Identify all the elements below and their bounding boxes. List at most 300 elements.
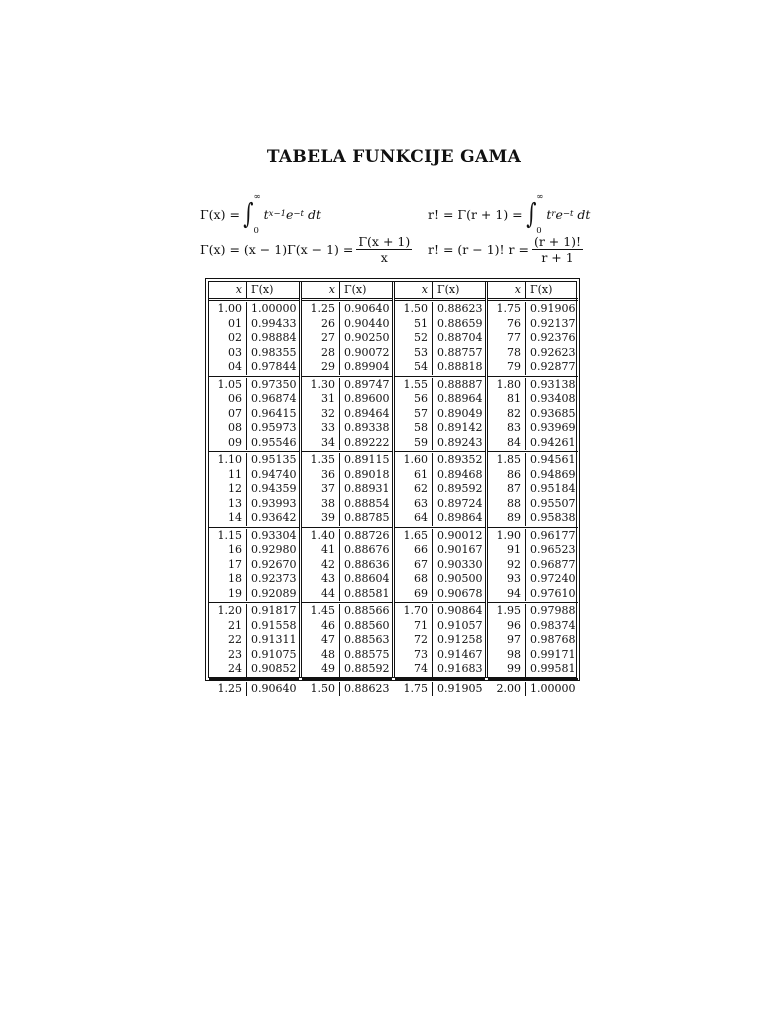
cell-gamma: 0.92623 xyxy=(530,345,576,359)
cell-gamma: 0.94261 xyxy=(530,435,576,449)
cell-x: 44 xyxy=(302,587,340,602)
cell-gamma: 0.89222 xyxy=(344,435,390,449)
cell-x: 78 xyxy=(488,346,526,361)
cell-gamma: 0.92980 xyxy=(251,543,297,556)
cell-gamma: 0.88560 xyxy=(344,618,390,632)
cell-x: 71 xyxy=(395,619,433,634)
cell-x: 22 xyxy=(209,633,247,648)
cell-gamma: 0.97350 xyxy=(251,377,297,391)
cell-gamma: 0.89864 xyxy=(437,511,483,524)
cell-gamma: 0.91558 xyxy=(251,618,297,632)
table-row xyxy=(302,468,392,483)
cell-x: 76 xyxy=(488,317,526,332)
cell-gamma: 0.96523 xyxy=(530,543,576,556)
table-row xyxy=(395,436,485,451)
cell-gamma: 0.96877 xyxy=(530,557,576,571)
cell-x: 42 xyxy=(302,558,340,573)
cell-gamma: 0.97240 xyxy=(530,572,576,585)
table-panel xyxy=(299,282,392,695)
gamma-integral-formula xyxy=(200,192,321,236)
cell-x: 09 xyxy=(209,436,247,451)
table-row xyxy=(395,497,485,512)
formula-base: t xyxy=(263,206,269,222)
cell-x: 1.90 xyxy=(488,529,526,544)
table-row xyxy=(209,436,299,451)
cell-x: 1.55 xyxy=(395,378,433,393)
cell-gamma: 0.94359 xyxy=(251,482,297,495)
cell-gamma: 0.96874 xyxy=(251,392,297,405)
table-row xyxy=(302,302,392,317)
cell-x: 79 xyxy=(488,360,526,375)
fraction-denominator: x xyxy=(380,250,388,265)
row-group xyxy=(209,377,299,453)
table-row xyxy=(209,682,299,697)
cell-gamma: 0.88659 xyxy=(437,316,483,330)
cell-x: 56 xyxy=(395,392,433,407)
cell-gamma: 0.95973 xyxy=(251,421,297,434)
cell-x: 1.10 xyxy=(209,453,247,468)
cell-gamma: 0.91258 xyxy=(437,633,483,646)
table-row xyxy=(488,407,578,422)
table-row xyxy=(395,604,485,619)
formula-exponent: x−1 xyxy=(268,209,286,219)
table-row xyxy=(395,378,485,393)
formula-exponent: r xyxy=(551,209,556,219)
cell-x: 1.45 xyxy=(302,604,340,619)
cell-x: 1.15 xyxy=(209,529,247,544)
table-row xyxy=(488,682,578,697)
table-row xyxy=(302,543,392,558)
cell-x: 1.85 xyxy=(488,453,526,468)
cell-gamma: 0.88563 xyxy=(344,633,390,646)
upper-limit: ∞ xyxy=(536,192,544,202)
header-gamma: Γ(x) xyxy=(530,283,553,296)
cell-x: 1.40 xyxy=(302,529,340,544)
table-row xyxy=(395,543,485,558)
cell-gamma: 0.89468 xyxy=(437,467,483,481)
table-row xyxy=(488,543,578,558)
row-group xyxy=(302,301,392,377)
cell-x: 1.25 xyxy=(209,682,247,697)
cell-x: 86 xyxy=(488,468,526,483)
table-row xyxy=(209,648,299,663)
gamma-recurrence-formula xyxy=(200,235,415,264)
table-row xyxy=(302,604,392,619)
table-row xyxy=(395,482,485,497)
cell-gamma: 0.95838 xyxy=(530,511,576,524)
cell-x: 24 xyxy=(209,662,247,677)
cell-gamma: 0.88676 xyxy=(344,543,390,556)
row-group xyxy=(302,528,392,604)
table-panel xyxy=(209,282,299,695)
cell-x: 72 xyxy=(395,633,433,648)
cell-gamma: 0.90500 xyxy=(437,572,483,585)
table-row xyxy=(395,619,485,634)
cell-x: 21 xyxy=(209,619,247,634)
row-group xyxy=(209,528,299,604)
table-row xyxy=(488,511,578,526)
formula-dt: dt xyxy=(307,206,321,222)
cell-gamma: 0.88623 xyxy=(344,681,390,695)
cell-gamma: 0.91905 xyxy=(437,681,483,695)
cell-gamma: 0.92877 xyxy=(530,360,576,373)
row-group xyxy=(395,452,485,528)
cell-gamma: 0.98768 xyxy=(530,633,576,646)
cell-x: 1.50 xyxy=(302,682,340,697)
table-row xyxy=(488,436,578,451)
cell-x: 91 xyxy=(488,543,526,558)
table-row xyxy=(209,317,299,332)
row-group-final xyxy=(488,679,578,698)
table-row xyxy=(302,633,392,648)
cell-x: 82 xyxy=(488,407,526,422)
cell-x: 84 xyxy=(488,436,526,451)
cell-x: 13 xyxy=(209,497,247,512)
cell-gamma: 0.97844 xyxy=(251,360,297,373)
table-row xyxy=(488,619,578,634)
cell-x: 07 xyxy=(209,407,247,422)
header-gamma: Γ(x) xyxy=(344,283,367,296)
cell-x: 1.80 xyxy=(488,378,526,393)
cell-x: 26 xyxy=(302,317,340,332)
cell-gamma: 0.89592 xyxy=(437,482,483,495)
row-group xyxy=(488,301,578,377)
cell-x: 51 xyxy=(395,317,433,332)
cell-x: 1.70 xyxy=(395,604,433,619)
cell-gamma: 1.00000 xyxy=(251,302,297,315)
cell-x: 66 xyxy=(395,543,433,558)
cell-gamma: 0.91075 xyxy=(251,647,297,661)
cell-x: 1.00 xyxy=(209,302,247,317)
cell-gamma: 0.90864 xyxy=(437,604,483,617)
cell-gamma: 0.99581 xyxy=(530,662,576,675)
cell-gamma: 0.90440 xyxy=(344,316,390,330)
table-row xyxy=(302,558,392,573)
cell-gamma: 0.99433 xyxy=(251,316,297,330)
cell-gamma: 0.89352 xyxy=(437,453,483,466)
table-row xyxy=(302,648,392,663)
cell-gamma: 0.88566 xyxy=(344,604,390,617)
table-row xyxy=(302,317,392,332)
header-x: x xyxy=(302,282,340,298)
table-row xyxy=(209,453,299,468)
cell-gamma: 0.94869 xyxy=(530,467,576,481)
cell-gamma: 0.92089 xyxy=(251,586,297,600)
table-row xyxy=(302,331,392,346)
cell-x: 81 xyxy=(488,392,526,407)
table-header xyxy=(302,282,392,301)
cell-x: 61 xyxy=(395,468,433,483)
cell-gamma: 0.89904 xyxy=(344,360,390,373)
table-row xyxy=(488,453,578,468)
row-group xyxy=(488,603,578,679)
table-row xyxy=(302,453,392,468)
cell-gamma: 0.91817 xyxy=(251,604,297,617)
cell-x: 08 xyxy=(209,421,247,436)
cell-x: 1.60 xyxy=(395,453,433,468)
cell-gamma: 0.90012 xyxy=(437,528,483,542)
cell-gamma: 0.88581 xyxy=(344,586,390,600)
cell-gamma: 0.91467 xyxy=(437,647,483,661)
cell-gamma: 0.90640 xyxy=(344,302,390,315)
cell-gamma: 0.97988 xyxy=(530,604,576,617)
cell-gamma: 0.90250 xyxy=(344,331,390,344)
cell-x: 02 xyxy=(209,331,247,346)
table-row xyxy=(302,662,392,677)
table-row xyxy=(488,633,578,648)
gamma-table-body xyxy=(208,281,577,695)
cell-x: 14 xyxy=(209,511,247,526)
cell-x: 46 xyxy=(302,619,340,634)
table-row xyxy=(488,529,578,544)
cell-x: 98 xyxy=(488,648,526,663)
upper-limit: ∞ xyxy=(253,192,261,202)
table-row xyxy=(302,572,392,587)
fraction-denominator: r + 1 xyxy=(541,250,574,265)
cell-x: 87 xyxy=(488,482,526,497)
cell-x: 2.00 xyxy=(488,682,526,697)
fraction xyxy=(356,235,412,264)
integral-limits xyxy=(253,192,261,236)
cell-gamma: 0.97610 xyxy=(530,586,576,600)
cell-x: 47 xyxy=(302,633,340,648)
table-row xyxy=(395,633,485,648)
formula-tail-exponent: −t xyxy=(562,209,574,219)
integral-sign: ∫ xyxy=(525,197,537,230)
cell-gamma: 0.95184 xyxy=(530,482,576,495)
row-group xyxy=(302,603,392,679)
cell-gamma: 0.93642 xyxy=(251,511,297,524)
row-group xyxy=(395,528,485,604)
cell-gamma: 0.91906 xyxy=(530,302,576,315)
table-row xyxy=(209,633,299,648)
row-group xyxy=(302,377,392,453)
cell-x: 1.75 xyxy=(488,302,526,317)
cell-gamma: 0.88704 xyxy=(437,331,483,344)
cell-x: 01 xyxy=(209,317,247,332)
table-panel xyxy=(485,282,578,695)
cell-x: 39 xyxy=(302,511,340,526)
table-row xyxy=(488,317,578,332)
cell-x: 64 xyxy=(395,511,433,526)
cell-gamma: 0.88785 xyxy=(344,511,390,524)
cell-gamma: 0.95546 xyxy=(251,435,297,449)
row-group xyxy=(488,528,578,604)
table-panel xyxy=(392,282,485,695)
table-row xyxy=(395,587,485,602)
formula-tail: e xyxy=(555,206,563,222)
cell-x: 1.75 xyxy=(395,682,433,697)
formula-dt: dt xyxy=(577,206,591,222)
formula-lhs: Γ(x) = (x − 1)Γ(x − 1) = xyxy=(200,242,354,257)
cell-x: 28 xyxy=(302,346,340,361)
cell-x: 62 xyxy=(395,482,433,497)
cell-x: 49 xyxy=(302,662,340,677)
cell-gamma: 0.91057 xyxy=(437,618,483,632)
cell-x: 1.05 xyxy=(209,378,247,393)
table-row xyxy=(302,529,392,544)
cell-x: 1.50 xyxy=(395,302,433,317)
fraction-numerator: (r + 1)! xyxy=(533,234,582,249)
cell-gamma: 0.88818 xyxy=(437,360,483,373)
integral-limits xyxy=(536,192,544,236)
cell-gamma: 1.00000 xyxy=(530,681,576,695)
table-row xyxy=(302,346,392,361)
cell-x: 52 xyxy=(395,331,433,346)
row-group xyxy=(209,452,299,528)
row-group-final xyxy=(209,679,299,698)
cell-x: 19 xyxy=(209,587,247,602)
table-row xyxy=(395,407,485,422)
table-header xyxy=(209,282,299,301)
cell-x: 1.30 xyxy=(302,378,340,393)
cell-gamma: 0.89018 xyxy=(344,467,390,481)
fraction xyxy=(532,235,583,264)
cell-x: 89 xyxy=(488,511,526,526)
row-group xyxy=(395,603,485,679)
table-row xyxy=(209,662,299,677)
table-row xyxy=(488,378,578,393)
cell-gamma: 0.91683 xyxy=(437,662,483,675)
cell-gamma: 0.94561 xyxy=(530,453,576,466)
cell-x: 68 xyxy=(395,572,433,587)
table-row xyxy=(209,468,299,483)
cell-gamma: 0.96415 xyxy=(251,406,297,420)
cell-gamma: 0.94740 xyxy=(251,467,297,481)
cell-x: 11 xyxy=(209,468,247,483)
cell-gamma: 0.93969 xyxy=(530,421,576,434)
table-row xyxy=(302,360,392,375)
cell-x: 53 xyxy=(395,346,433,361)
header-x: x xyxy=(395,282,433,298)
row-group-final xyxy=(302,679,392,698)
cell-gamma: 0.93408 xyxy=(530,392,576,405)
cell-x: 54 xyxy=(395,360,433,375)
table-row xyxy=(209,529,299,544)
table-row xyxy=(488,331,578,346)
table-row xyxy=(488,604,578,619)
row-group xyxy=(395,301,485,377)
cell-gamma: 0.98884 xyxy=(251,331,297,344)
cell-x: 1.65 xyxy=(395,529,433,544)
table-row xyxy=(209,619,299,634)
cell-gamma: 0.93138 xyxy=(530,377,576,391)
cell-x: 1.95 xyxy=(488,604,526,619)
cell-x: 48 xyxy=(302,648,340,663)
table-row xyxy=(395,421,485,436)
cell-x: 38 xyxy=(302,497,340,512)
cell-x: 16 xyxy=(209,543,247,558)
table-row xyxy=(488,497,578,512)
cell-x: 88 xyxy=(488,497,526,512)
table-row xyxy=(302,511,392,526)
table-row xyxy=(488,392,578,407)
cell-gamma: 0.89724 xyxy=(437,496,483,510)
table-row xyxy=(209,331,299,346)
formula-tail: e xyxy=(285,206,294,222)
cell-gamma: 0.89115 xyxy=(344,453,390,466)
cell-gamma: 0.92670 xyxy=(251,557,297,571)
table-row xyxy=(488,360,578,375)
table-row xyxy=(209,497,299,512)
row-group xyxy=(209,603,299,679)
cell-gamma: 0.89600 xyxy=(344,392,390,405)
table-row xyxy=(488,468,578,483)
row-group xyxy=(488,377,578,453)
table-row xyxy=(302,587,392,602)
table-row xyxy=(209,421,299,436)
cell-gamma: 0.89464 xyxy=(344,406,390,420)
cell-gamma: 0.90640 xyxy=(251,681,297,695)
cell-gamma: 0.88726 xyxy=(344,528,390,542)
cell-x: 69 xyxy=(395,587,433,602)
table-row xyxy=(395,453,485,468)
cell-gamma: 0.89049 xyxy=(437,406,483,420)
page-title: TABELA FUNKCIJE GAMA xyxy=(266,147,522,167)
cell-x: 83 xyxy=(488,421,526,436)
cell-x: 33 xyxy=(302,421,340,436)
cell-x: 63 xyxy=(395,497,433,512)
cell-gamma: 0.89243 xyxy=(437,435,483,449)
gamma-table xyxy=(205,278,580,695)
cell-gamma: 0.90330 xyxy=(437,557,483,571)
cell-gamma: 0.99171 xyxy=(530,647,576,661)
cell-x: 34 xyxy=(302,436,340,451)
cell-gamma: 0.93993 xyxy=(251,496,297,510)
cell-gamma: 0.88887 xyxy=(437,377,483,391)
cell-gamma: 0.88757 xyxy=(437,345,483,359)
cell-x: 06 xyxy=(209,392,247,407)
cell-x: 29 xyxy=(302,360,340,375)
table-row xyxy=(488,648,578,663)
cell-x: 36 xyxy=(302,468,340,483)
table-row xyxy=(488,482,578,497)
cell-x: 18 xyxy=(209,572,247,587)
fraction-numerator: Γ(x + 1) xyxy=(358,234,411,249)
table-row xyxy=(395,468,485,483)
table-row xyxy=(302,378,392,393)
cell-x: 99 xyxy=(488,662,526,677)
cell-x: 92 xyxy=(488,558,526,573)
cell-gamma: 0.92137 xyxy=(530,316,576,330)
table-row xyxy=(302,482,392,497)
cell-gamma: 0.90852 xyxy=(251,662,297,675)
table-row xyxy=(302,497,392,512)
cell-x: 23 xyxy=(209,648,247,663)
table-row xyxy=(395,662,485,677)
cell-gamma: 0.98355 xyxy=(251,345,297,359)
cell-gamma: 0.93685 xyxy=(530,406,576,420)
cell-gamma: 0.92373 xyxy=(251,572,297,585)
cell-gamma: 0.88854 xyxy=(344,496,390,510)
cell-x: 73 xyxy=(395,648,433,663)
table-header xyxy=(395,282,485,301)
cell-gamma: 0.91311 xyxy=(251,633,297,646)
table-row xyxy=(488,572,578,587)
formula-tail-exponent: −t xyxy=(293,209,304,219)
cell-gamma: 0.90167 xyxy=(437,543,483,556)
formula-lhs: r! = (r − 1)! r = xyxy=(428,242,529,257)
factorial-recurrence-formula xyxy=(428,235,586,264)
cell-gamma: 0.88636 xyxy=(344,557,390,571)
cell-x: 32 xyxy=(302,407,340,422)
table-row xyxy=(488,662,578,677)
table-row xyxy=(209,346,299,361)
cell-x: 03 xyxy=(209,346,247,361)
cell-x: 27 xyxy=(302,331,340,346)
cell-gamma: 0.90072 xyxy=(344,345,390,359)
cell-x: 96 xyxy=(488,619,526,634)
